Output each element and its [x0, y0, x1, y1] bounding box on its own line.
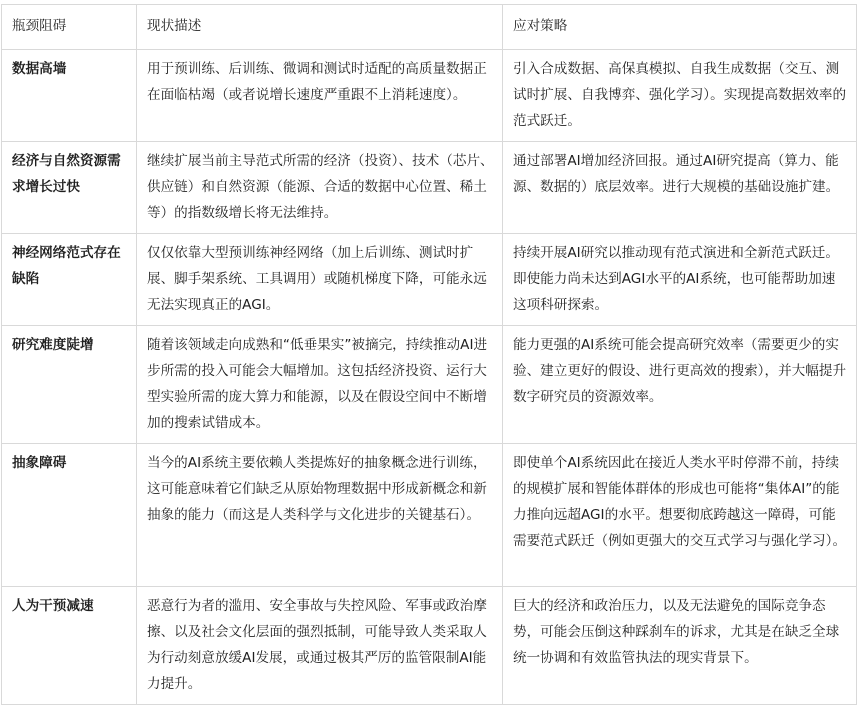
bottleneck-cell: 人为干预减速: [2, 587, 137, 705]
strategy-cell: 能力更强的AI系统可能会提高研究效率（需要更少的实验、建立更好的假设、进行更高效的搜索），并大幅提升数字研究员的资源效率。: [503, 326, 857, 444]
status-cell: 用于预训练、后训练、微调和测试时适配的高质量数据正在面临枯竭（或者说增长速度严重跟不上消耗速度）。: [137, 50, 503, 142]
table-body: [2, 50, 857, 705]
table-row: [2, 326, 857, 444]
header-status: 现状描述: [137, 5, 503, 50]
table-row: [2, 50, 857, 142]
bottleneck-cell: 研究难度陡增: [2, 326, 137, 444]
status-cell: 恶意行为者的滥用、安全事故与失控风险、军事或政治摩擦、以及社会文化层面的强烈抵制，可能导致人类采取人为行动刻意放缓AI发展，或通过极其严厉的监管限制AI能力提升。: [137, 587, 503, 705]
table-header: [2, 5, 857, 50]
table-container: [1, 4, 856, 705]
bottleneck-cell: 神经网络范式存在缺陷: [2, 234, 137, 326]
strategy-cell: 巨大的经济和政治压力，以及无法避免的国际竞争态势，可能会压倒这种踩刹车的诉求，尤其是在缺乏全球统一协调和有效监管执法的现实背景下。: [503, 587, 857, 705]
bottleneck-cell: 抽象障碍: [2, 444, 137, 587]
table-row: [2, 587, 857, 705]
status-cell: 继续扩展当前主导范式所需的经济（投资）、技术（芯片、供应链）和自然资源（能源、合适的数据中心位置、稀土等）的指数级增长将无法维持。: [137, 142, 503, 234]
bottleneck-cell: 数据高墙: [2, 50, 137, 142]
bottleneck-table: [1, 4, 857, 705]
status-cell: 当今的AI系统主要依赖人类提炼好的抽象概念进行训练，这可能意味着它们缺乏从原始物理数据中形成新概念和新抽象的能力（而这是人类科学与文化进步的关键基石）。: [137, 444, 503, 587]
strategy-cell: 通过部署AI增加经济回报。通过AI研究提高（算力、能源、数据的）底层效率。进行大规模的基础设施扩建。: [503, 142, 857, 234]
bottleneck-cell: 经济与自然资源需求增长过快: [2, 142, 137, 234]
header-row: [2, 5, 857, 50]
strategy-cell: 引入合成数据、高保真模拟、自我生成数据（交互、测试时扩展、自我博弈、强化学习）。实现提高数据效率的范式跃迁。: [503, 50, 857, 142]
header-strategy: 应对策略: [503, 5, 857, 50]
status-cell: 随着该领域走向成熟和“低垂果实”被摘完，持续推动AI进步所需的投入可能会大幅增加。这包括经济投资、运行大型实验所需的庞大算力和能源，以及在假设空间中不断增加的搜索试错成本。: [137, 326, 503, 444]
status-cell: 仅仅依靠大型预训练神经网络（加上后训练、测试时扩展、脚手架系统、工具调用）或随机梯度下降，可能永远无法实现真正的AGI。: [137, 234, 503, 326]
table-row: [2, 234, 857, 326]
table-row: [2, 142, 857, 234]
table-row: [2, 444, 857, 587]
strategy-cell: 即使单个AI系统因此在接近人类水平时停滞不前，持续的规模扩展和智能体群体的形成也可能将“集体AI”的能力推向远超AGI的水平。想要彻底跨越这一障碍，可能需要范式跃迁（例如更强大的交互式学习与强化学习）。: [503, 444, 857, 587]
strategy-cell: 持续开展AI研究以推动现有范式演进和全新范式跃迁。即使能力尚未达到AGI水平的AI系统，也可能帮助加速这项科研探索。: [503, 234, 857, 326]
header-bottleneck: 瓶颈阻碍: [2, 5, 137, 50]
